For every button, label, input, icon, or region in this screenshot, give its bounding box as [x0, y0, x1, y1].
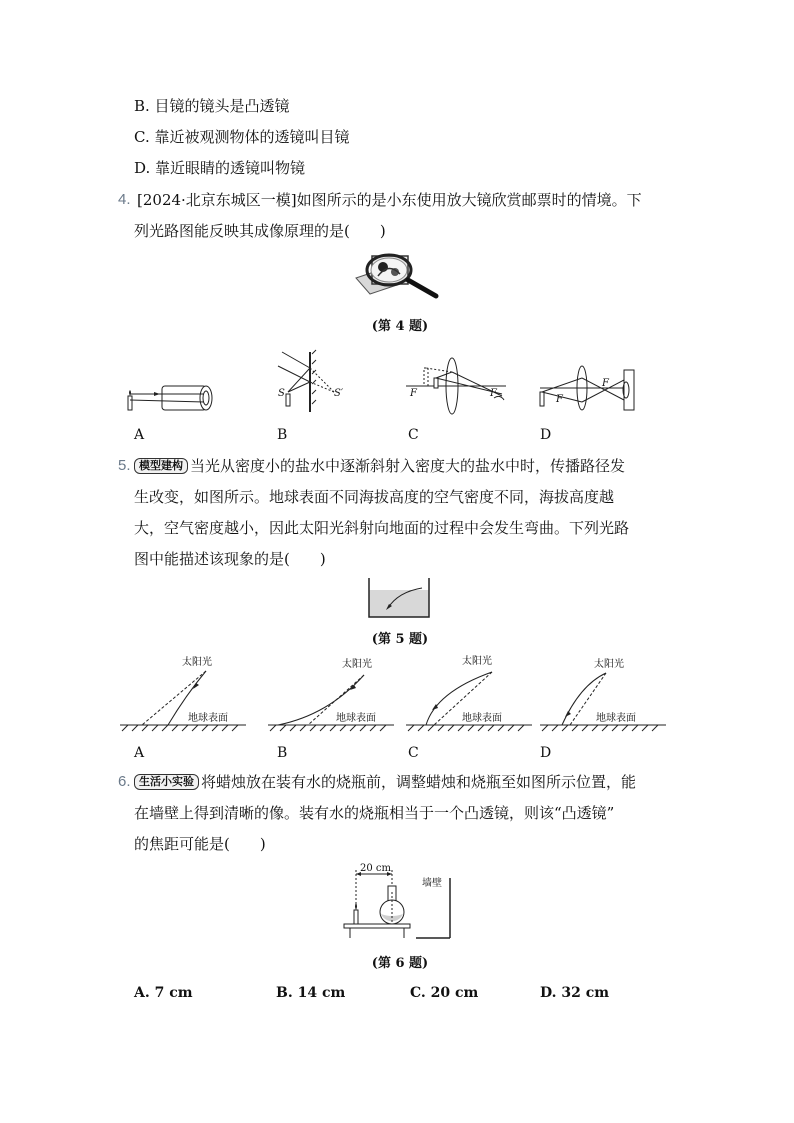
q6-choice-b: B. 14 cm: [276, 985, 346, 1001]
q4-diagram-a: [124, 370, 224, 420]
q4c-label-f-left: F: [410, 388, 417, 399]
q4-diagram-c: [406, 356, 514, 416]
q4-label-b: B: [277, 427, 288, 443]
q6-choice-a: A. 7 cm: [134, 985, 193, 1001]
q5-label-c: C: [408, 745, 419, 761]
q4-diagram-b: [272, 348, 352, 416]
q5-diagram-b: [268, 655, 394, 731]
q6-text-line1: [134, 772, 636, 792]
q6-number: 6.: [118, 773, 131, 790]
q5b-sunlight: 太阳光: [342, 659, 372, 670]
q5-text-line4: 图中能描述该现象的是( ): [134, 550, 326, 568]
q5c-earth-surface: 地球表面: [462, 713, 502, 724]
q6-text-line3: 的焦距可能是( ): [134, 835, 266, 853]
q5-text-line2: 生改变，如图所示。地球表面不同海拔高度的空气密度不同，海拔高度越: [134, 488, 615, 506]
q5d-sunlight: 太阳光: [594, 659, 624, 670]
q4c-label-f-right: F: [490, 388, 497, 399]
q5-number: 5.: [118, 457, 131, 474]
magnifier-stamp-photo: [352, 252, 442, 300]
q5-label-a: A: [134, 745, 145, 761]
q4d-label-f-right: F: [602, 378, 609, 389]
q6-choice-d: D. 32 cm: [540, 985, 610, 1001]
q5d-earth-surface: 地球表面: [596, 713, 636, 724]
q5-text-line1: [134, 456, 625, 476]
q3-option-c: C. 靠近被观测物体的透镜叫目镜: [134, 128, 350, 146]
q5-tag-model-building: 模型建构: [134, 458, 188, 474]
q5-text-line3: 大，空气密度越小，因此太阳光斜射向地面的过程中会发生弯曲。下列光路: [134, 519, 630, 537]
q4-text-line2: 列光路图能反映其成像原理的是( ): [134, 222, 386, 240]
q4b-label-s: S: [278, 388, 285, 399]
q5a-earth-surface: 地球表面: [188, 713, 228, 724]
q5-text-line1-body: 当光从密度小的盐水中逐渐斜射入密度大的盐水中时，传播路径发: [190, 457, 626, 475]
q5-salt-water-beaker: [368, 578, 430, 618]
q5-diagram-d: [540, 655, 666, 731]
q5-diagram-a: [120, 655, 246, 731]
q6-choice-c: C. 20 cm: [410, 985, 479, 1001]
q6-text-line2: 在墙壁上得到清晰的像。装有水的烧瓶相当于一个凸透镜，则该“凸透镜”: [134, 804, 615, 822]
q6-distance-label: 20 cm: [360, 863, 391, 874]
q4-text-line1: [2024·北京东城区一模]如图所示的是小东使用放大镜欣赏邮票时的情境。下: [137, 191, 642, 209]
q3-option-b: B. 目镜的镜头是凸透镜: [134, 97, 290, 115]
q5-diagram-c: [406, 652, 532, 731]
q4b-label-s-prime: S′: [334, 388, 344, 399]
q4-caption: (第 4 题): [371, 319, 429, 334]
q6-caption: (第 6 题): [371, 956, 429, 971]
q4-label-c: C: [408, 427, 419, 443]
q4-number: 4.: [118, 191, 131, 208]
q5-label-d: D: [540, 745, 552, 761]
q5c-sunlight: 太阳光: [462, 656, 492, 667]
q6-tag-life-experiment: 生活小实验: [134, 774, 199, 790]
q5a-sunlight: 太阳光: [182, 657, 212, 668]
q5-caption: (第 5 题): [371, 632, 429, 647]
q4-label-a: A: [134, 427, 145, 443]
q5-label-b: B: [277, 745, 288, 761]
q4d-label-f-left: F: [556, 394, 563, 405]
q4-diagram-d: [538, 352, 642, 416]
q6-wall-label: 墙壁: [422, 878, 442, 889]
q5b-earth-surface: 地球表面: [336, 713, 376, 724]
q4-label-d: D: [540, 427, 552, 443]
q3-option-d: D. 靠近眼睛的透镜叫物镜: [134, 159, 306, 177]
q6-candle-flask-wall: [342, 864, 462, 940]
q6-text-line1-body: 将蜡烛放在装有水的烧瓶前，调整蜡烛和烧瓶至如图所示位置，能: [201, 773, 637, 791]
